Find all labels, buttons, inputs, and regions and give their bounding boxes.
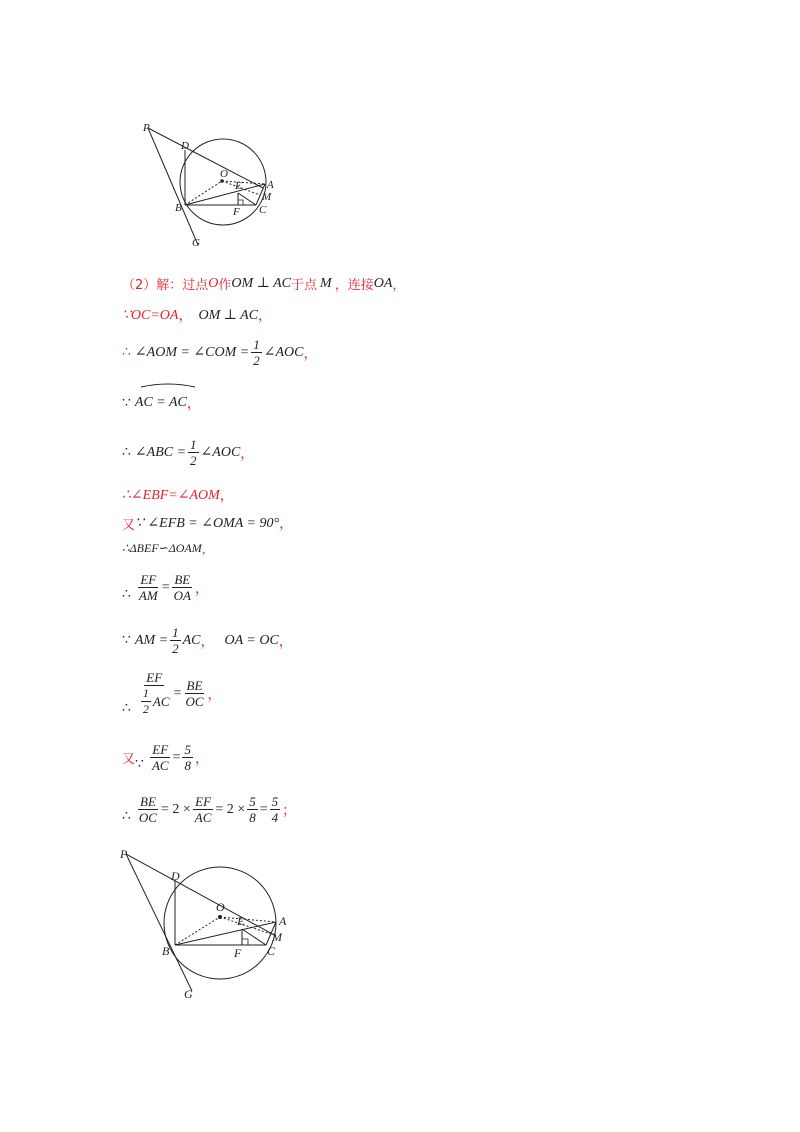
step-similar: ∴ΔBEF∽ΔOAM ， [122,541,214,556]
line-ec [238,193,256,205]
label-o: O [220,168,228,180]
step-ratio-1: ∴ $\frac{EF}{AM}$ = $\frac{BE}{OA}$ ， [122,572,209,603]
arc-symbol [140,381,196,389]
label-d: D [171,869,180,883]
step-oc-oa: ∵OC=OA ， OM ⊥ AC ， [122,307,273,324]
step-final-result: ∴ $\frac{BE}{OC}$ = 2 × $\frac{EF}{AC}$ = 2 × $\frac{5}{8}$ = $\frac{5}{4}$ ； [122,794,297,825]
center-point [218,915,222,919]
label-f: F [234,946,242,960]
label-b: B [162,944,170,958]
label-e: E [237,914,245,928]
label-g: G [184,987,193,1001]
label-e: E [235,180,242,192]
line-oa [222,181,265,184]
geometry-diagram [140,118,280,250]
step-right-angles: 又 ∵ ∠EFB = ∠OMA = 90° ， [122,515,294,533]
label-a: A [267,179,274,191]
line-ba [185,184,265,205]
geometry-figure-bottom [114,845,294,1005]
right-angle-mark [238,200,243,205]
label-o: O [216,900,225,914]
label-c: C [259,204,267,216]
label-p: P [120,847,128,861]
label-a: A [279,914,287,928]
solution-intro: （2）解：过点 O 作 OM ⊥ AC 于点 M ，连接 OA ， [122,275,406,293]
geometry-figure-top [140,118,280,250]
label-m: M [272,930,282,944]
label-b: B [175,202,182,214]
line-pa [126,854,276,936]
step-am-half-ac: ∵ AM = $\frac{1}{2}$ AC ， OA = OC ， [122,625,293,656]
line-bo [185,181,222,205]
label-m: M [262,191,272,203]
label-g: G [192,237,200,249]
label-d: D [181,140,189,152]
step-abc: ∴ ∠ABC = $\frac{1}{2}$ ∠AOC ， [122,437,255,468]
geometry-diagram-large [114,845,294,1005]
line-pg [126,854,192,991]
step-arc-ac: ∵ AC = AC ， [122,395,201,412]
right-angle-mark [242,939,248,945]
step-ratio-2: ∴ EF $\frac{1}{2}$ AC = $\frac{BE}{OC}$ ， [122,670,222,716]
label-c: C [267,944,276,958]
step-ebf-aom: ∴∠EBF=∠AOM ， [122,487,234,504]
step-given-ratio: 又 ∵ $\frac{EF}{AC}$ = $\frac{5}{8}$ ， [122,742,209,773]
label-p: P [143,122,150,134]
step-aom-com: ∴ ∠AOM = ∠COM = $\frac{1}{2}$ ∠AOC ， [122,337,318,368]
label-f: F [233,206,240,218]
line-pg [148,128,198,245]
line-bo [175,917,220,945]
line-pa [148,128,263,188]
